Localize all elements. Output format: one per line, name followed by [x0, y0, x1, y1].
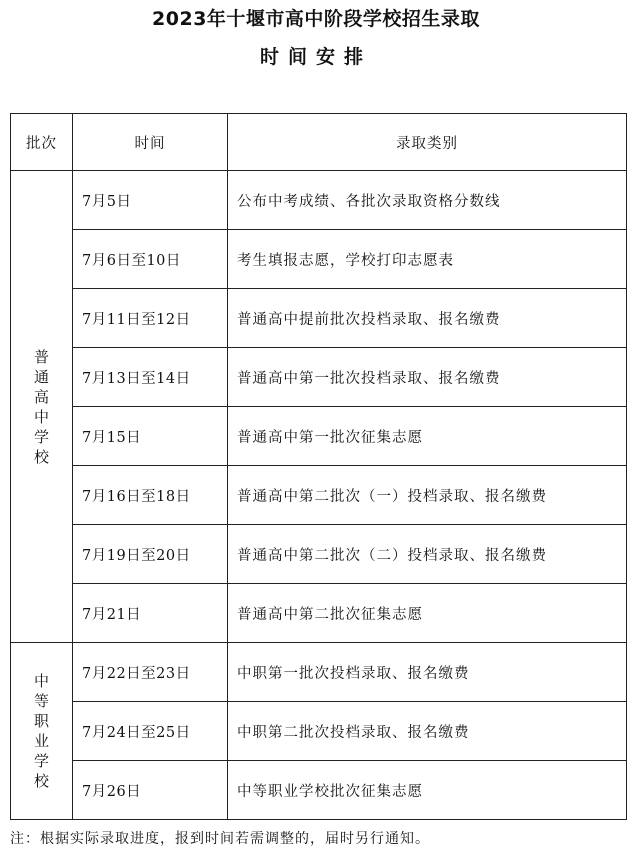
- header-batch: 批次: [11, 114, 73, 171]
- table-row: [11, 643, 627, 702]
- time-cell: 7月21日: [73, 584, 228, 643]
- table-row: [11, 525, 627, 584]
- time-cell: 7月6日至10日: [73, 230, 228, 289]
- table-row: [11, 348, 627, 407]
- category-cell: 普通高中提前批次投档录取、报名缴费: [228, 289, 627, 348]
- table-row: [11, 761, 627, 820]
- time-cell: 7月24日至25日: [73, 702, 228, 761]
- category-cell: 普通高中第二批次征集志愿: [228, 584, 627, 643]
- table-row: [11, 407, 627, 466]
- document-title: 2023年十堰市高中阶段学校招生录取: [152, 8, 480, 30]
- time-cell: 7月11日至12日: [73, 289, 228, 348]
- table-header-row: [11, 114, 627, 171]
- document-subtitle: 时间安排: [259, 46, 372, 68]
- batch-label: 普通高中学校: [33, 347, 49, 466]
- category-cell: 中职第一批次投档录取、报名缴费: [228, 643, 627, 702]
- time-cell: 7月16日至18日: [73, 466, 228, 525]
- table-row: [11, 466, 627, 525]
- table-row: [11, 584, 627, 643]
- category-cell: 考生填报志愿，学校打印志愿表: [228, 230, 627, 289]
- header-time: 时间: [73, 114, 228, 171]
- time-cell: 7月5日: [73, 171, 228, 230]
- table-row: [11, 702, 627, 761]
- time-cell: 7月22日至23日: [73, 643, 228, 702]
- category-cell: 普通高中第一批次投档录取、报名缴费: [228, 348, 627, 407]
- footnote: 注：根据实际录取进度，报到时间若需调整的，届时另行通知。: [10, 831, 430, 847]
- batch-cell-vocational-school: [11, 643, 73, 820]
- category-cell: 普通高中第二批次（一）投档录取、报名缴费: [228, 466, 627, 525]
- table-row: [11, 230, 627, 289]
- batch-label: 中等职业学校: [33, 672, 49, 790]
- time-cell: 7月19日至20日: [73, 525, 228, 584]
- category-cell: 普通高中第二批次（二）投档录取、报名缴费: [228, 525, 627, 584]
- category-cell: 中等职业学校批次征集志愿: [228, 761, 627, 820]
- time-cell: 7月13日至14日: [73, 348, 228, 407]
- category-cell: 中职第二批次投档录取、报名缴费: [228, 702, 627, 761]
- header-category: 录取类别: [228, 114, 627, 171]
- category-cell: 普通高中第一批次征集志愿: [228, 407, 627, 466]
- time-cell: 7月15日: [73, 407, 228, 466]
- admission-schedule-table: [10, 113, 627, 820]
- time-cell: 7月26日: [73, 761, 228, 820]
- category-cell: 公布中考成绩、各批次录取资格分数线: [228, 171, 627, 230]
- batch-cell-general-high-school: [11, 171, 73, 643]
- table-row: [11, 289, 627, 348]
- table-row: [11, 171, 627, 230]
